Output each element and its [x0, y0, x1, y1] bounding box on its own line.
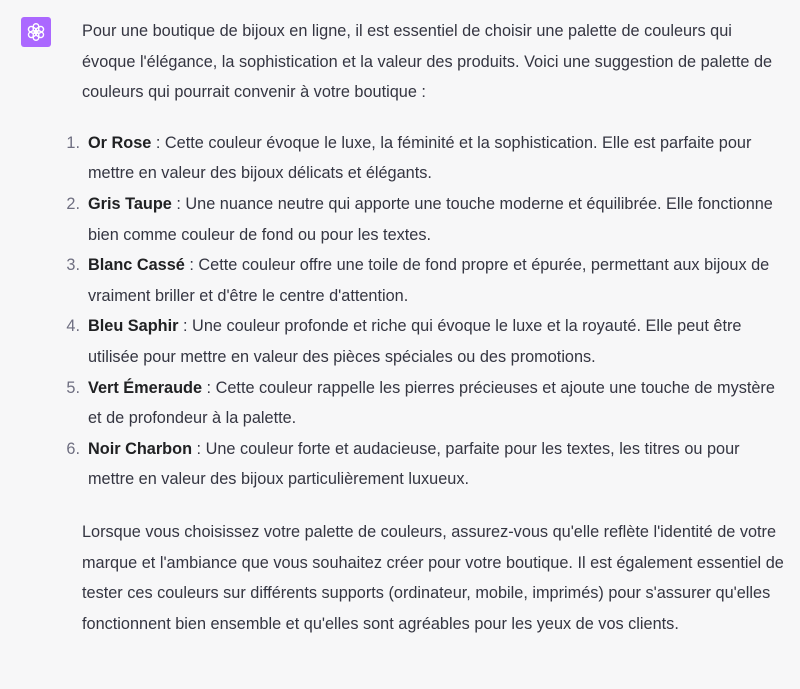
color-description: : Une couleur profonde et riche qui évoque le luxe et la royauté. Elle peut être utilisée pour mettre en valeur des pièces spéciales ou des promotions. — [88, 317, 742, 366]
list-item — [66, 189, 787, 250]
list-item-number: 1. — [66, 133, 80, 152]
assistant-avatar — [21, 17, 51, 47]
list-item — [66, 434, 787, 495]
list-item-number: 4. — [66, 317, 80, 336]
list-item — [66, 250, 787, 311]
openai-logo-icon — [25, 21, 47, 43]
color-name: Or Rose — [88, 133, 152, 152]
list-item — [66, 373, 787, 434]
list-item-number: 5. — [66, 378, 80, 397]
intro-paragraph: Pour une boutique de bijoux en ligne, il est essentiel de choisir une palette de couleurs qui évoque l'élégance, la sophistication et la valeur des produits. Voici une suggestion de palette de couleurs qui pourrait convenir à votre boutique : — [82, 22, 773, 102]
color-palette-list — [66, 128, 787, 495]
color-name: Vert Émeraude — [88, 378, 203, 397]
list-item — [66, 311, 787, 372]
color-description: : Une nuance neutre qui apporte une touche moderne et équilibrée. Elle fonctionne bien comme couleur de fond ou pour les textes. — [88, 194, 773, 244]
color-description: : Cette couleur rappelle les pierres précieuses et ajoute une touche de mystère et de profondeur à la palette. — [88, 378, 775, 428]
list-item-number: 6. — [66, 439, 80, 458]
color-description: : Une couleur forte et audacieuse, parfaite pour les textes, les titres ou pour mettre en valeur des bijoux particulièrement luxueux. — [88, 439, 740, 489]
color-name: Blanc Cassé — [88, 256, 185, 275]
list-item-number: 3. — [66, 256, 80, 275]
color-description: : Cette couleur offre une toile de fond propre et épurée, permettant aux bijoux de vraiment briller et d'être le centre d'attention. — [88, 256, 770, 305]
color-name: Noir Charbon — [88, 439, 193, 458]
conclusion-paragraph: Lorsque vous choisissez votre palette de couleurs, assurez-vous qu'elle reflète l'identité de votre marque et l'ambiance que vous souhaitez créer pour votre boutique. Il est également essentiel de tester ces couleurs sur différents supports (ordinateur, mobile, imprimés) pour s'assurer qu'elles fonctionnent bien ensemble et qu'elles sont agréables pour les yeux de vos clients. — [82, 522, 784, 633]
message-content — [66, 16, 787, 639]
list-item-number: 2. — [66, 194, 80, 213]
color-name: Gris Taupe — [88, 194, 172, 213]
color-description: : Cette couleur évoque le luxe, la féminité et la sophistication. Elle est parfaite pour mettre en valeur des bijoux délicats et élégants. — [88, 133, 752, 183]
list-item — [66, 128, 787, 189]
color-name: Bleu Saphir — [88, 317, 179, 336]
